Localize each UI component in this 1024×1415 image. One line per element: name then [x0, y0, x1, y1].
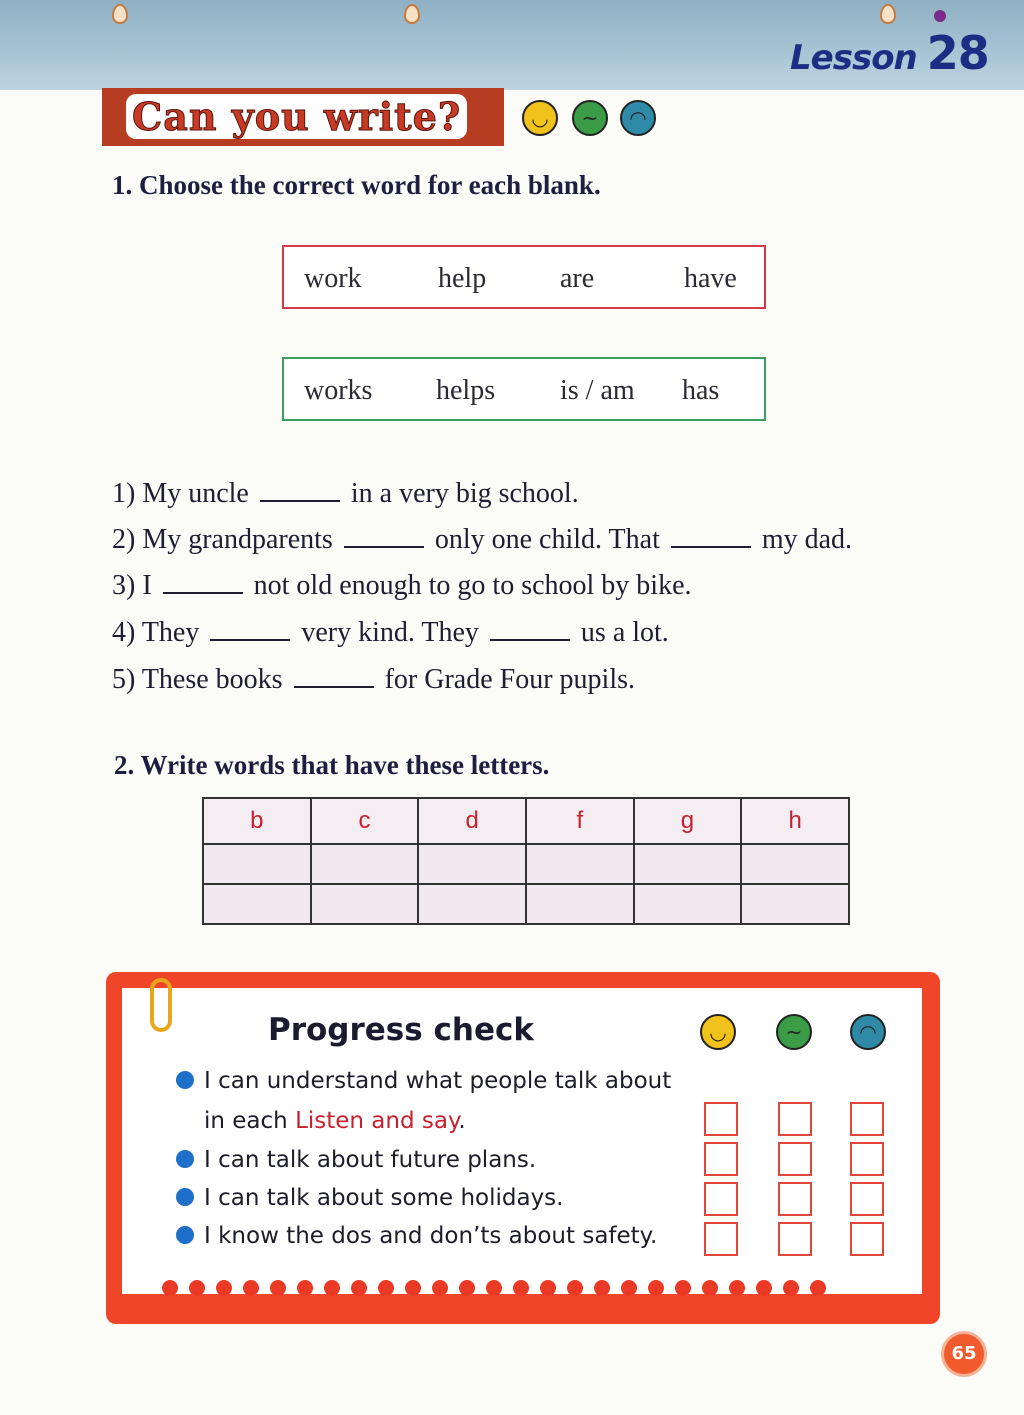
self-check-box[interactable]	[850, 1182, 884, 1216]
exercise1-heading: 1. Choose the correct word for each blank.	[112, 170, 601, 200]
sentence-3: 3) I not old enough to go to school by bike.	[112, 570, 692, 601]
bullet-icon	[176, 1226, 194, 1244]
letter-header: c	[311, 798, 419, 844]
happy-face-icon: ◡	[700, 1014, 736, 1050]
letter-header: g	[634, 798, 742, 844]
bullet-icon	[176, 1071, 194, 1089]
progress-item-2: I can talk about future plans.	[176, 1147, 536, 1173]
droplet-icon	[112, 4, 128, 24]
page-number: 65	[944, 1334, 984, 1374]
word-option: are	[560, 263, 595, 294]
self-check-box[interactable]	[778, 1142, 812, 1176]
word-option: have	[684, 263, 737, 294]
answer-cell[interactable]	[311, 884, 419, 924]
lesson-label	[790, 26, 989, 80]
happy-face-icon: ◡	[522, 100, 558, 136]
word-option: works	[304, 375, 373, 406]
word-option: is / am	[560, 375, 635, 406]
answer-cell[interactable]	[311, 844, 419, 884]
bullet-icon	[176, 1150, 194, 1168]
lesson-number: 28	[926, 26, 989, 80]
third-person-word-box	[282, 357, 766, 421]
progress-item-3: I can talk about some holidays.	[176, 1185, 563, 1211]
self-check-box[interactable]	[704, 1142, 738, 1176]
letter-header: b	[203, 798, 311, 844]
progress-item-4: I know the dos and don’ts about safety.	[176, 1223, 657, 1249]
blank-field[interactable]	[163, 570, 243, 594]
base-word-box	[282, 245, 766, 309]
lesson-word: Lesson	[790, 38, 917, 78]
self-check-box[interactable]	[704, 1222, 738, 1256]
self-check-box[interactable]	[778, 1182, 812, 1216]
answer-cell[interactable]	[203, 844, 311, 884]
answer-cell[interactable]	[634, 844, 742, 884]
sentence-1: 1) My uncle in a very big school.	[112, 478, 579, 509]
self-check-box[interactable]	[850, 1142, 884, 1176]
sentence-5: 5) These books for Grade Four pupils.	[112, 664, 635, 695]
letters-table	[202, 797, 850, 925]
neutral-face-icon: ~	[572, 100, 608, 136]
self-check-box[interactable]	[850, 1222, 884, 1256]
self-check-box[interactable]	[778, 1102, 812, 1136]
neutral-face-icon: ~	[776, 1014, 812, 1050]
blank-field[interactable]	[294, 664, 374, 688]
droplet-icon	[404, 4, 420, 24]
answer-cell[interactable]	[418, 844, 526, 884]
blank-field[interactable]	[490, 617, 570, 641]
blank-field[interactable]	[671, 524, 751, 548]
answer-cell[interactable]	[203, 884, 311, 924]
word-option: helps	[436, 375, 496, 406]
self-check-box[interactable]	[778, 1222, 812, 1256]
exercise2-heading: 2. Write words that have these letters.	[114, 750, 550, 780]
word-option: work	[304, 263, 362, 294]
letter-header: d	[418, 798, 526, 844]
blank-field[interactable]	[260, 478, 340, 502]
droplet-icon	[880, 4, 896, 24]
progress-item-1-continued: in each Listen and say.	[204, 1108, 466, 1134]
section-title: Can you write?	[126, 88, 467, 146]
decorative-dots	[162, 1280, 882, 1302]
letter-header: h	[741, 798, 849, 844]
pin-icon	[934, 10, 946, 22]
sad-face-icon: ◠	[620, 100, 656, 136]
answer-cell[interactable]	[526, 884, 634, 924]
sentence-4: 4) They very kind. They us a lot.	[112, 617, 669, 648]
self-check-box[interactable]	[704, 1182, 738, 1216]
answer-cell[interactable]	[741, 844, 849, 884]
self-check-box[interactable]	[850, 1102, 884, 1136]
answer-cell[interactable]	[634, 884, 742, 924]
bullet-icon	[176, 1188, 194, 1206]
progress-item-1: I can understand what people talk about	[176, 1068, 671, 1094]
sentence-2: 2) My grandparents only one child. That my dad.	[112, 524, 853, 555]
progress-check-title: Progress check	[268, 1012, 534, 1048]
sad-face-icon: ◠	[850, 1014, 886, 1050]
blank-field[interactable]	[344, 524, 424, 548]
word-option: has	[682, 375, 720, 406]
answer-cell[interactable]	[526, 844, 634, 884]
blank-field[interactable]	[210, 617, 290, 641]
letter-header: f	[526, 798, 634, 844]
word-option: help	[438, 263, 487, 294]
self-check-box[interactable]	[704, 1102, 738, 1136]
answer-cell[interactable]	[741, 884, 849, 924]
answer-cell[interactable]	[418, 884, 526, 924]
paperclip-icon	[150, 978, 172, 1032]
